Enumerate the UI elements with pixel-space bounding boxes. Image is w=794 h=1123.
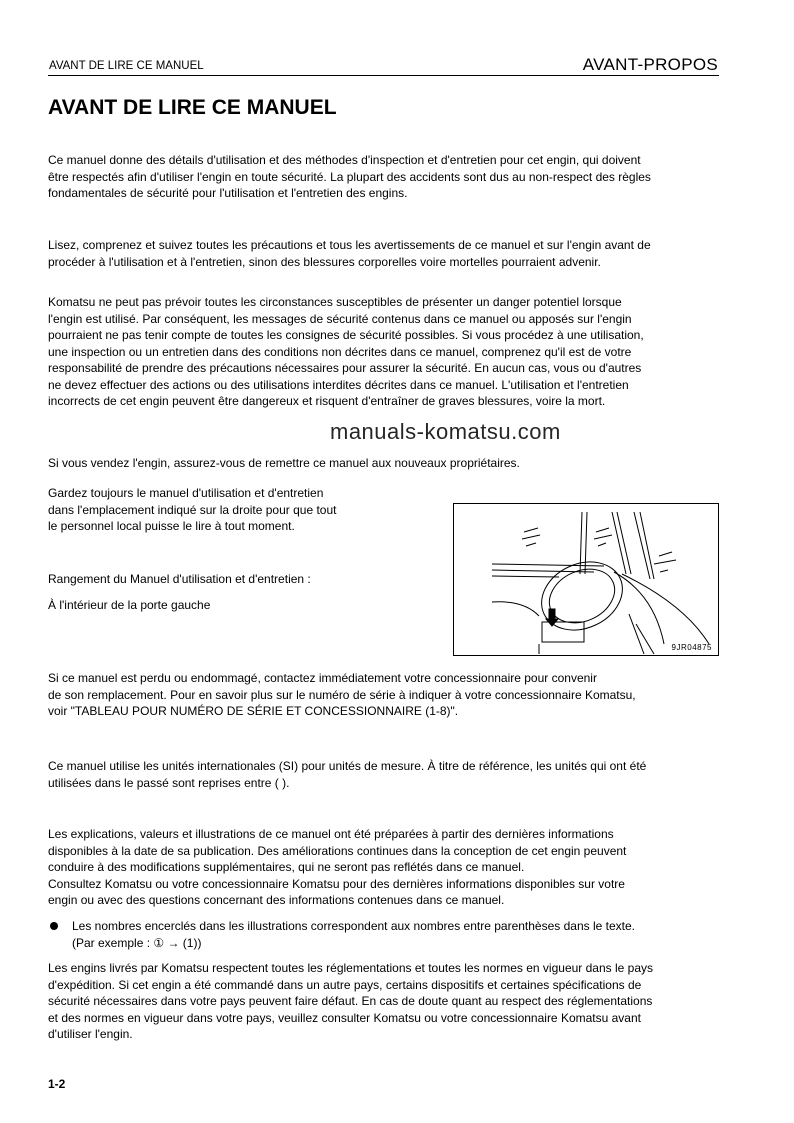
text-line: conduire à des modifications supplémentaires, qui ne seront pas reflétés dans ce manuel. [48, 860, 525, 874]
paragraph-p6 [48, 571, 311, 588]
text-line: responsabilité de prendre des précautions nécessaires pour assurer la sécurité. En aucun cas, vous ou d'autres [48, 361, 642, 375]
text-line: dans l'emplacement indiqué sur la droite pour que tout [48, 502, 337, 517]
text-line: Gardez toujours le manuel d'utilisation et d'entretien [48, 486, 324, 500]
text-line: Les nombres encerclés dans les illustrations correspondent aux nombres entre parenthèses dans le texte. [72, 919, 635, 933]
paragraph-p10 [48, 826, 626, 909]
text-line: Ce manuel donne des détails d'utilisation et des méthodes d'inspection et d'entretien pour cet engin, qui doivent [48, 153, 641, 167]
running-header-left: AVANT DE LIRE CE MANUEL [49, 60, 204, 72]
paragraph-p11 [72, 918, 635, 951]
text-line: engin ou avec des questions concernant des informations contenues dans ce manuel. [48, 893, 505, 907]
page-title: AVANT DE LIRE CE MANUEL [48, 96, 337, 119]
text-line: voir "TABLEAU POUR NUMÉRO DE SÉRIE ET CONCESSIONNAIRE (1-8)". [48, 704, 459, 718]
text-line: une inspection ou un entretien dans des conditions non décrites dans ce manuel, comprenez qu'il est de votre [48, 344, 632, 359]
watermark: manuals-komatsu.com [330, 419, 561, 444]
paragraph-p2 [48, 237, 651, 270]
text-line: Rangement du Manuel d'utilisation et d'entretien : [48, 572, 311, 586]
text-line: Si ce manuel est perdu ou endommagé, contactez immédiatement votre concessionnaire pour convenir [48, 671, 597, 685]
paragraph-p4 [48, 455, 520, 472]
text-line: Consultez Komatsu ou votre concessionnaire Komatsu pour des dernières informations disponibles sur votre [48, 876, 625, 891]
text-line: et des normes en vigueur dans votre pays, veuillez consulter Komatsu ou votre concessionnaire Komatsu avant [48, 1010, 641, 1025]
text-line: le personnel local puisse le lire à tout moment. [48, 519, 295, 533]
text-line: fondamentales de sécurité pour l'utilisation et l'entretien des engins. [48, 186, 408, 200]
paragraph-p8 [48, 670, 636, 720]
page-number: 1-2 [48, 1077, 66, 1091]
text-line: d'utiliser l'engin. [48, 1027, 133, 1041]
cab-interior-drawing [454, 504, 720, 657]
text-line: Lisez, comprenez et suivez toutes les précautions et tous les avertissements de ce manuel et sur l'engin avant de [48, 238, 651, 252]
bullet-icon [50, 922, 58, 930]
figure-code: 9JR04875 [671, 643, 712, 652]
text-line: sécurité nécessaires dans votre pays peuvent faire défaut. En cas de doute quant au respect des réglementations [48, 994, 653, 1008]
text-line: procéder à l'utilisation et à l'entretien, sinon des blessures corporelles voire mortelles pourraient advenir. [48, 254, 601, 269]
text-line: Les explications, valeurs et illustrations de ce manuel ont été préparées à partir des dernières informations [48, 827, 614, 841]
paragraph-p1 [48, 152, 651, 202]
text-line: À l'intérieur de la porte gauche [48, 598, 211, 612]
text-line: ne devez effectuer des actions ou des utilisations interdites décrites dans ce manuel. L'utilisation et l'entretien [48, 377, 629, 392]
paragraph-p7 [48, 597, 210, 614]
paragraph-p3 [48, 294, 644, 410]
paragraph-p9 [48, 758, 646, 791]
text-line: pourraient ne pas tenir compte de toutes les consignes de sécurité possibles. Si vous procédez à une utilisation, [48, 328, 644, 342]
figure-door-storage-illustration [453, 503, 719, 656]
text-line: d'expédition. Si cet engin a été commandé dans un autre pays, certains dispositifs et certaines spécifications de [48, 977, 642, 992]
header-rule [48, 75, 719, 76]
text-line: être respectés afin d'utiliser l'engin en toute sécurité. La plupart des accidents sont dus au non-respect des règles [48, 169, 651, 184]
text-line: Les engins livrés par Komatsu respectent toutes les réglementations et toutes les normes en vigueur dans le pays [48, 961, 653, 975]
paragraph-p12 [48, 960, 653, 1043]
text-line: Ce manuel utilise les unités internationales (SI) pour unités de mesure. À titre de référence, les unités qui ont été [48, 759, 647, 773]
running-header-section: AVANT-PROPOS [582, 55, 718, 74]
text-line: Si vous vendez l'engin, assurez-vous de remettre ce manuel aux nouveaux propriétaires. [48, 456, 520, 470]
text-line: incorrects de cet engin peuvent être dangereux et risquent d'entraîner de graves blessures, voire la mort. [48, 394, 606, 408]
text-line: disponibles à la date de sa publication. Des améliorations continues dans la conception de cet engin peuvent [48, 843, 627, 858]
text-line: de son remplacement. Pour en savoir plus sur le numéro de série à indiquer à votre concessionnaire Komatsu, [48, 687, 636, 702]
text-line: l'engin est utilisé. Par conséquent, les messages de sécurité contenus dans ce manuel ou apposés sur l'engin [48, 311, 632, 326]
text-line: utilisées dans le passé sont reprises entre ( ). [48, 775, 290, 790]
text-line: Komatsu ne peut pas prévoir toutes les circonstances susceptibles de présenter un danger potentiel lorsque [48, 295, 622, 309]
paragraph-p5 [48, 485, 336, 535]
text-line: (Par exemple : ① → (1)) [72, 935, 202, 950]
